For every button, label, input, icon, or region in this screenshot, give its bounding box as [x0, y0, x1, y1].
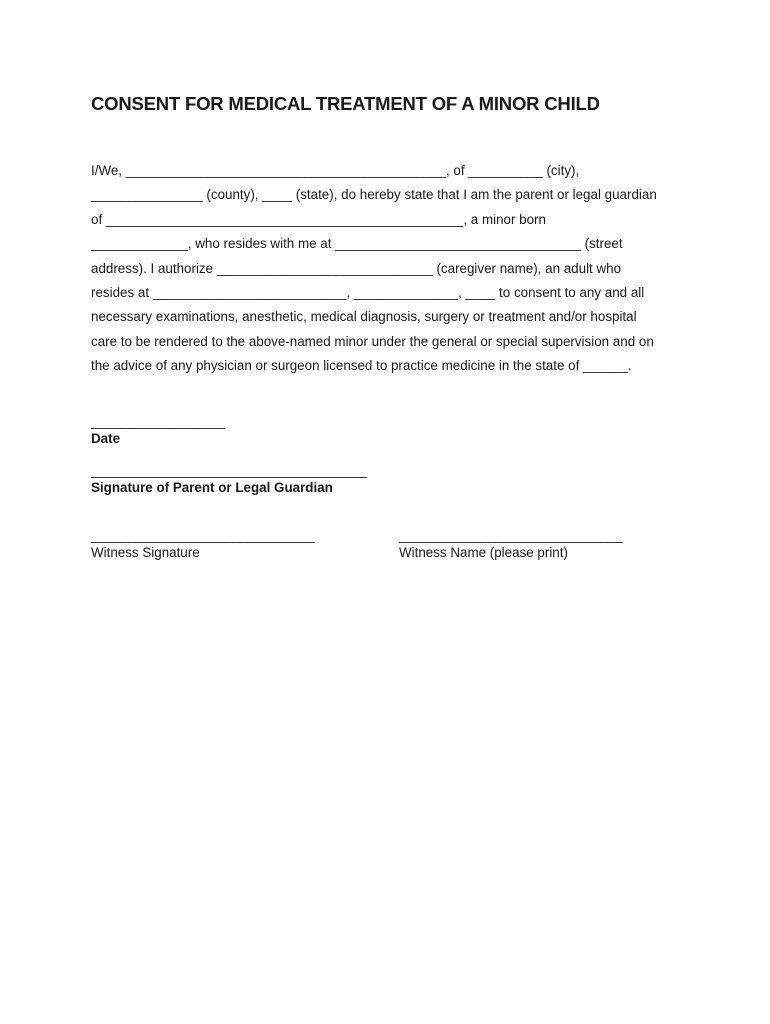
date-block	[91, 414, 225, 448]
body-line: the advice of any physician or surgeon licensed to practice medicine in the state of ______.	[91, 358, 632, 374]
witness-signature-block	[91, 528, 314, 562]
body-line: _____________, who resides with me at _________________________________ (street	[91, 236, 623, 252]
date-line[interactable]: __________________	[91, 414, 226, 429]
witness-signature-label: Witness Signature	[91, 545, 200, 560]
witness-name-block	[399, 528, 622, 562]
date-label: Date	[91, 431, 121, 446]
parent-signature-block	[91, 463, 367, 497]
parent-signature-line[interactable]: _____________________________________	[91, 463, 367, 478]
parent-signature-label: Signature of Parent or Legal Guardian	[91, 480, 333, 495]
body-line: of ________________________________________________, a minor born	[91, 211, 546, 227]
consent-body	[91, 159, 691, 379]
body-line: address). I authorize _____________________________ (caregiver name), an adult who	[91, 260, 622, 276]
body-line: I/We, ___________________________________________, of __________ (city),	[91, 163, 580, 178]
witness-name-line[interactable]: ______________________________	[399, 528, 623, 543]
body-line: _______________ (county), ____ (state), do hereby state that I am the parent or legal guardian	[91, 187, 657, 203]
witness-signature-line[interactable]: ______________________________	[91, 528, 315, 543]
witness-name-label: Witness Name (please print)	[399, 545, 568, 560]
body-line: resides at __________________________, ______________, ____ to consent to any and all	[91, 284, 645, 300]
document-title: CONSENT FOR MEDICAL TREATMENT OF A MINOR CHILD	[91, 93, 600, 114]
body-line: care to be rendered to the above-named minor under the general or special supervision and on	[91, 333, 654, 349]
body-line: necessary examinations, anesthetic, medical diagnosis, surgery or treatment and/or hospital	[91, 309, 637, 325]
